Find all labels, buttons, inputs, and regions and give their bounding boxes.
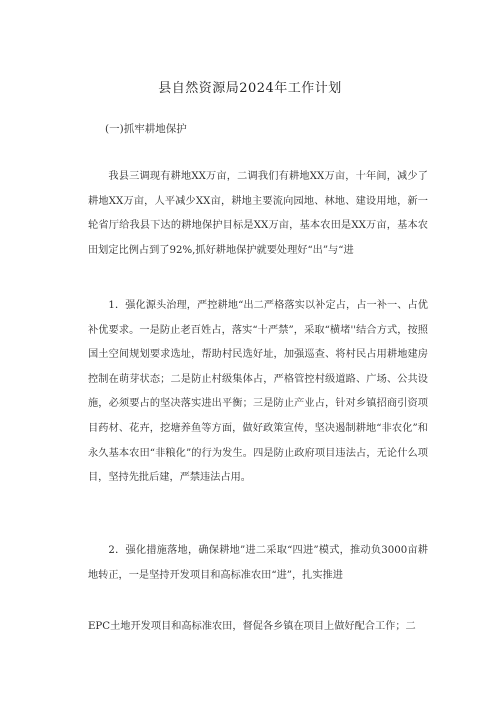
paragraph-intro: 我县三调现有耕地XX万亩，二调我们有耕地XX万亩，十年间，减少了耕地XX万亩，人平减少XX亩，耕地主要流向园地、林地、建设用地，新一轮省厅给我县下达的耕地保护目标是XX万亩，基本农田是XX万亩，基本农田划定比例占到了92%,抓好耕地保护就要处理好“出”与“进 — [88, 171, 428, 256]
paragraph-item-1: 1．强化源头治理，严控耕地“出二严格落实以补定占，占一补一、占优补优要求。一是防止老百姓占，落实“十严禁”，采取“横堵''结合方式，按照国土空间规划要求选址，帮助村民选好址，加强巡查、将村民占用耕地建房控制在萌芽状态；二是防止村级集体占，严格管控村级道路、广场、公共设施，必须要占的坚决落实进出平衡；三是防止产业占，针对乡镇招商引资项目药材、花卉，挖塘养鱼等方面，做好政策宣传，坚决遏制耕地“非农化”和永久基本农田“非粮化”的行为发生。四是防止政府项目违法占，无论什么项目，坚持先批后建，严禁违法占用。 — [88, 300, 428, 484]
section-heading: (一)抓牢耕地保护 — [105, 123, 187, 135]
paragraph-continuation: EPC土地开发项目和高标准农田，督促各乡镇在项目上做好配合工作；二 — [88, 621, 416, 632]
document-title: 县自然资源局2024年工作计划 — [158, 81, 342, 96]
paragraph-item-2: 2．强化措施落地，确保耕地”进二采取“四进”模式，推动负3000亩耕地转正，一是坚持开发项目和高标准农田“进”，扎实推进 — [88, 545, 428, 581]
